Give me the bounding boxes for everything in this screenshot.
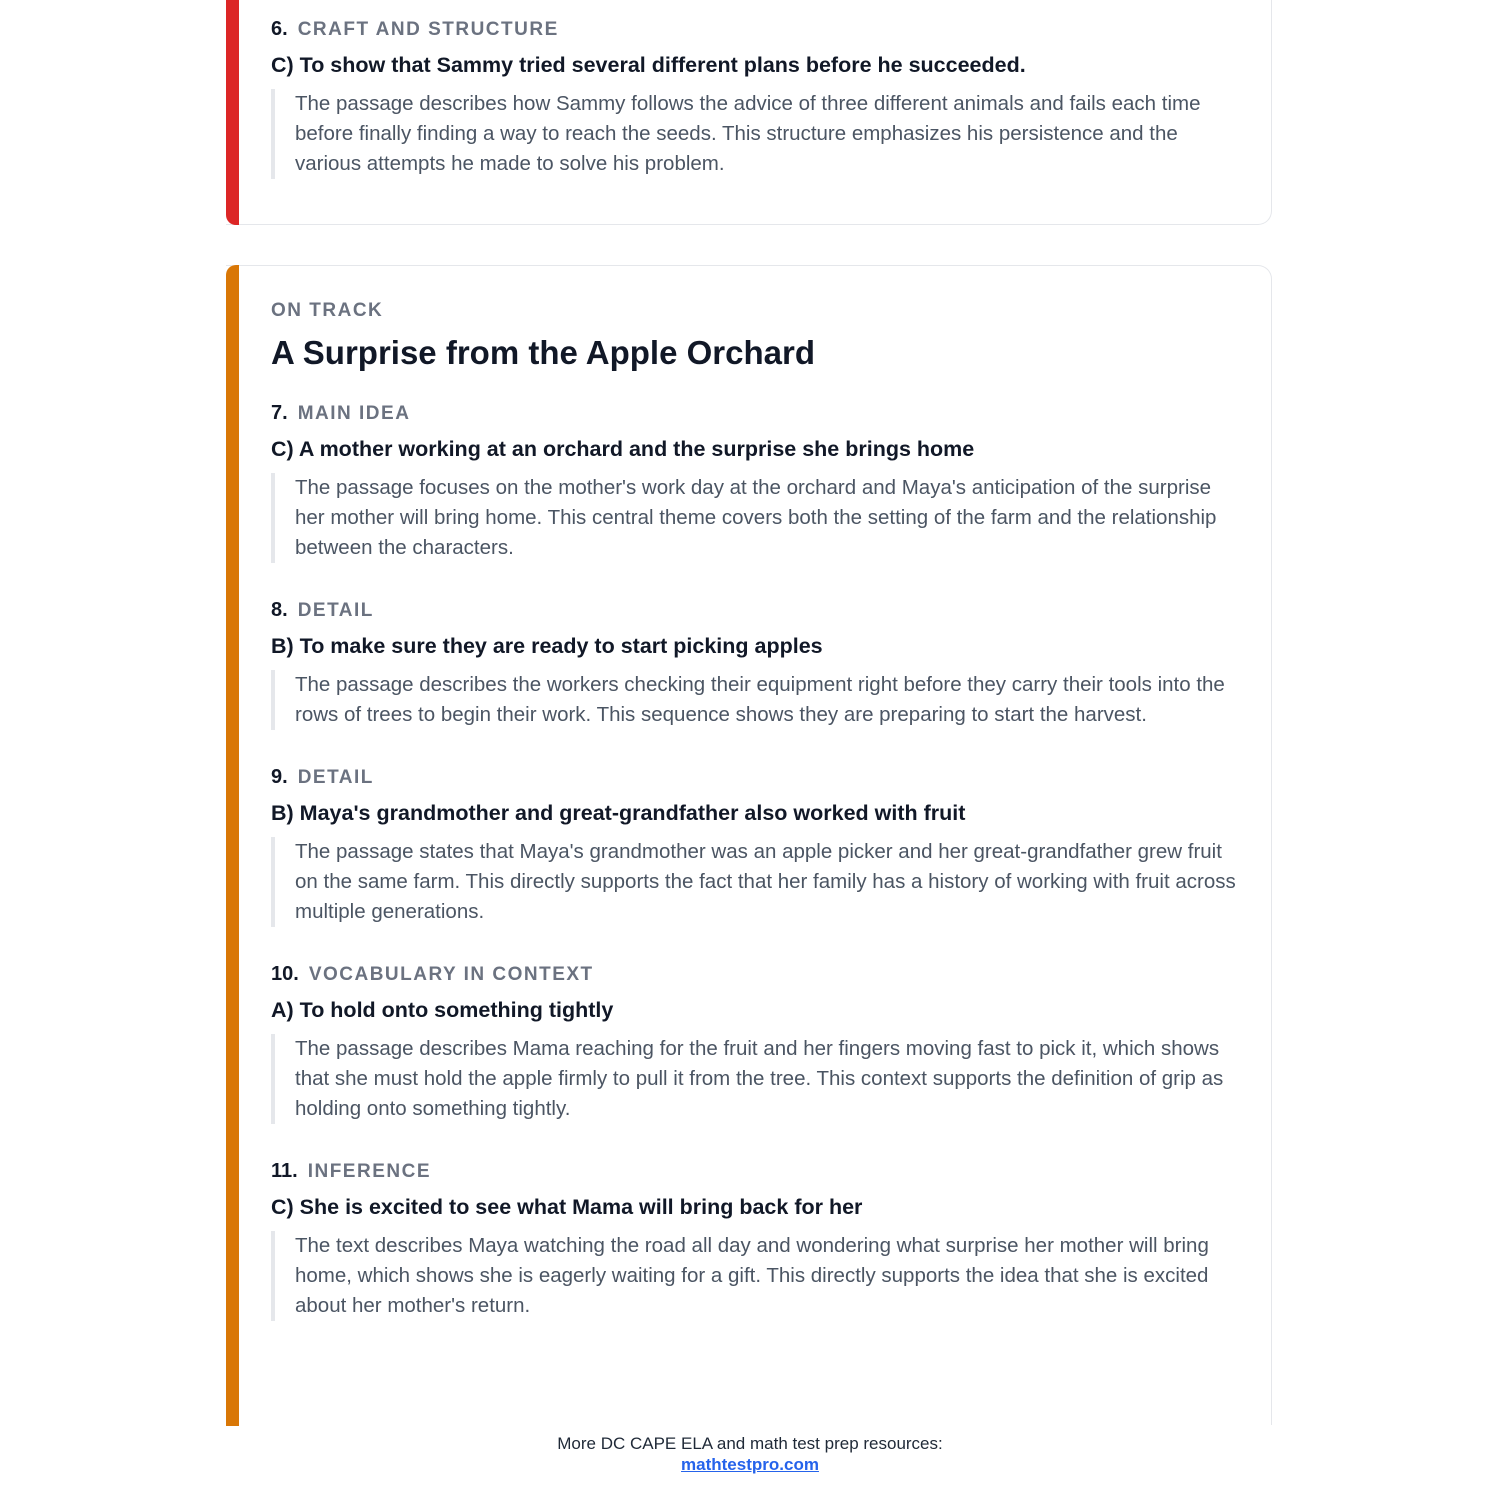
question-number: 10. [271,963,299,985]
question-item [271,763,1237,927]
passage-title: A Surprise from the Apple Orchard [271,334,815,371]
answer-explanation: The passage focuses on the mother's work day at the orchard and Maya's anticipation of the surprise her mother will bring home. This central theme covers both the setting of the farm and the relationship between the characters. [271,473,1237,563]
question-category: INFERENCE [307,1161,431,1182]
answer-card-passage [226,265,1272,1425]
correct-answer: A) To hold onto something tightly [271,998,614,1022]
question-item [271,1157,1237,1321]
status-stripe-red [226,0,239,225]
correct-answer: B) Maya's grandmother and great-grandfather also worked with fruit [271,801,966,825]
question-category: CRAFT AND STRUCTURE [297,19,559,40]
answer-explanation: The passage describes the workers checking their equipment right before they carry their tools into the rows of trees to begin their work. This sequence shows they are preparing to start the harvest. [271,670,1237,730]
question-header [271,1157,1237,1185]
footer-link[interactable]: mathtestpro.com [681,1455,819,1474]
answer-explanation: The passage states that Maya's grandmother was an apple picker and her great-grandfather grew fruit on the same farm. This directly supports the fact that her family has a history of working with fruit across multiple generations. [271,837,1237,927]
question-item [271,399,1237,563]
question-header [271,960,1237,988]
footer [0,1433,1500,1475]
question-header [271,15,1237,43]
correct-answer: C) She is excited to see what Mama will bring back for her [271,1195,863,1219]
footer-text: More DC CAPE ELA and math test prep resources: [557,1434,943,1453]
answer-explanation: The text describes Maya watching the road all day and wondering what surprise her mother will bring home, which shows she is eagerly waiting for a gift. This directly supports the idea that she is excited about her mother's return. [271,1231,1237,1321]
question-item [271,15,1237,179]
question-header [271,399,1237,427]
question-number: 7. [271,402,288,424]
status-label: ON TRACK [271,300,384,321]
question-item [271,596,1237,730]
question-item [271,960,1237,1124]
question-number: 9. [271,766,288,788]
status-stripe-orange [226,265,239,1426]
question-category: MAIN IDEA [297,403,411,424]
question-category: DETAIL [297,767,374,788]
answer-explanation: The passage describes Mama reaching for the fruit and her fingers moving fast to pick it, which shows that she must hold the apple firmly to pull it from the tree. This context supports the definition of grip as holding onto something tightly. [271,1034,1237,1124]
correct-answer: C) A mother working at an orchard and the surprise she brings home [271,437,975,461]
question-category: VOCABULARY IN CONTEXT [308,964,594,985]
correct-answer: B) To make sure they are ready to start picking apples [271,634,823,658]
question-category: DETAIL [297,600,374,621]
question-header [271,596,1237,624]
question-number: 8. [271,599,288,621]
answer-card-previous [226,0,1272,225]
question-header [271,763,1237,791]
answer-explanation: The passage describes how Sammy follows the advice of three different animals and fails each time before finally finding a way to reach the seeds. This structure emphasizes his persistence and the various attempts he made to solve his problem. [271,89,1237,179]
question-number: 6. [271,18,288,40]
correct-answer: C) To show that Sammy tried several different plans before he succeeded. [271,53,1026,77]
question-number: 11. [271,1160,298,1182]
